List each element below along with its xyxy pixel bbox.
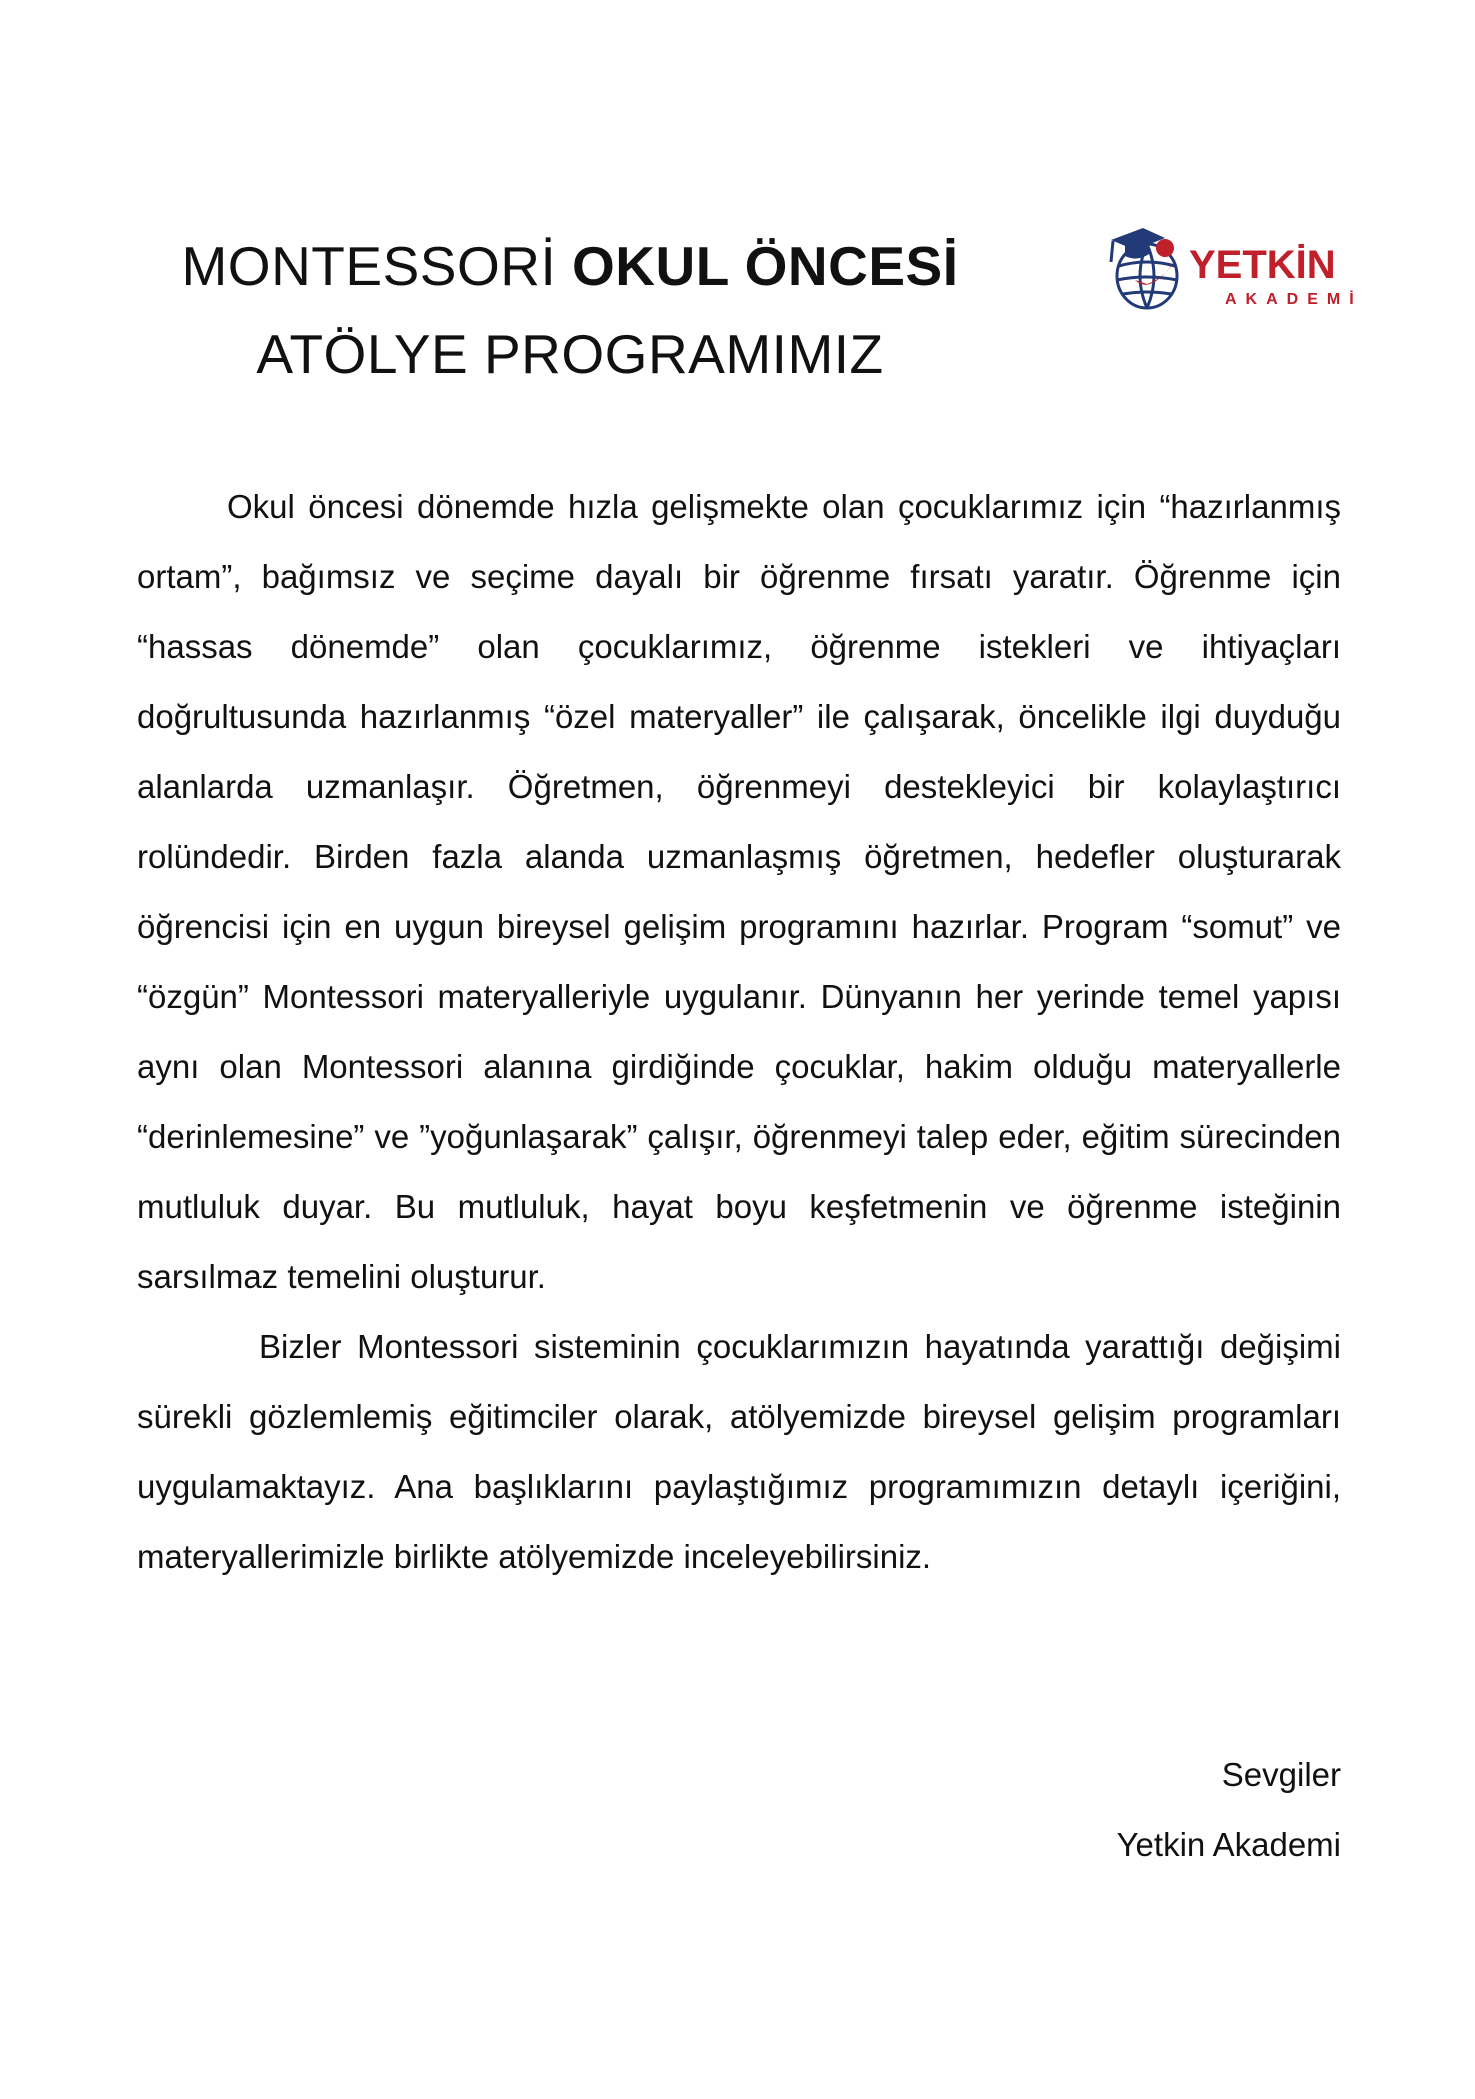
signature [1117, 1740, 1341, 1880]
signature-closing: Sevgiler [1221, 1756, 1341, 1793]
title-line-2: ATÖLYE PROGRAMIMIZ [256, 323, 884, 385]
title-line-1-bold: OKUL ÖNCESİ [572, 235, 959, 297]
globe-graduation-cap-icon [1105, 218, 1363, 318]
yetkin-akademi-logo [1105, 218, 1363, 318]
paragraph-1: Okul öncesi dönemde hızla gelişmekte olan çocuklarımız için “hazırlanmış ortam”, bağımsız ve seçime dayalı bir öğrenme fırsatı yaratır. Öğrenme için “hassas dönemde” olan çocuklarımız, öğrenme istekleri ve ihtiyaçları doğrultusunda hazırlanmış “özel materyaller” ile çalışarak, öncelikle ilgi duyduğu alanlarda uzmanlaşır. Öğretmen, öğrenmeyi destekleyici bir kolaylaştırıcı rolündedir. Birden fazla alanda uzmanlaşmış öğretmen, hedefler oluşturarak öğrencisi için en uygun bireysel gelişim programını hazırlar. Program “somut” ve “özgün” Montessori materyalleriyle uygulanır. Dünyanın her yerinde temel yapısı aynı olan Montessori alanına girdiğinde çocuklar, hakim olduğu materyallerle “derinlemesine” ve ”yoğunlaşarak” çalışır, öğrenmeyi talep eder, eğitim sürecinden mutluluk duyar. Bu mutluluk, hayat boyu keşfetmenin ve öğrenme isteğinin sarsılmaz temelini oluşturur. [137, 488, 1341, 1295]
paragraph-2: Bizler Montessori sisteminin çocuklarımızın hayatında yarattığı değişimi sürekli gözlemlemiş eğitimciler olarak, atölyemizde bireysel gelişim programları uygulamaktayız. Ana başlıklarını paylaştığımız programımızın detaylı içeriğini, materyallerimizle birlikte atölyemizde inceleyebilirsiniz. [137, 1328, 1341, 1575]
logo-subtitle: AKADEMİ [1225, 291, 1363, 308]
signature-name: Yetkin Akademi [1116, 1826, 1341, 1863]
logo-name: YETKİN [1189, 243, 1336, 287]
title-line-1 [140, 222, 1000, 310]
page-title [140, 222, 1000, 398]
body-text [137, 472, 1341, 1592]
title-line-1-normal: MONTESSORİ [181, 235, 573, 297]
